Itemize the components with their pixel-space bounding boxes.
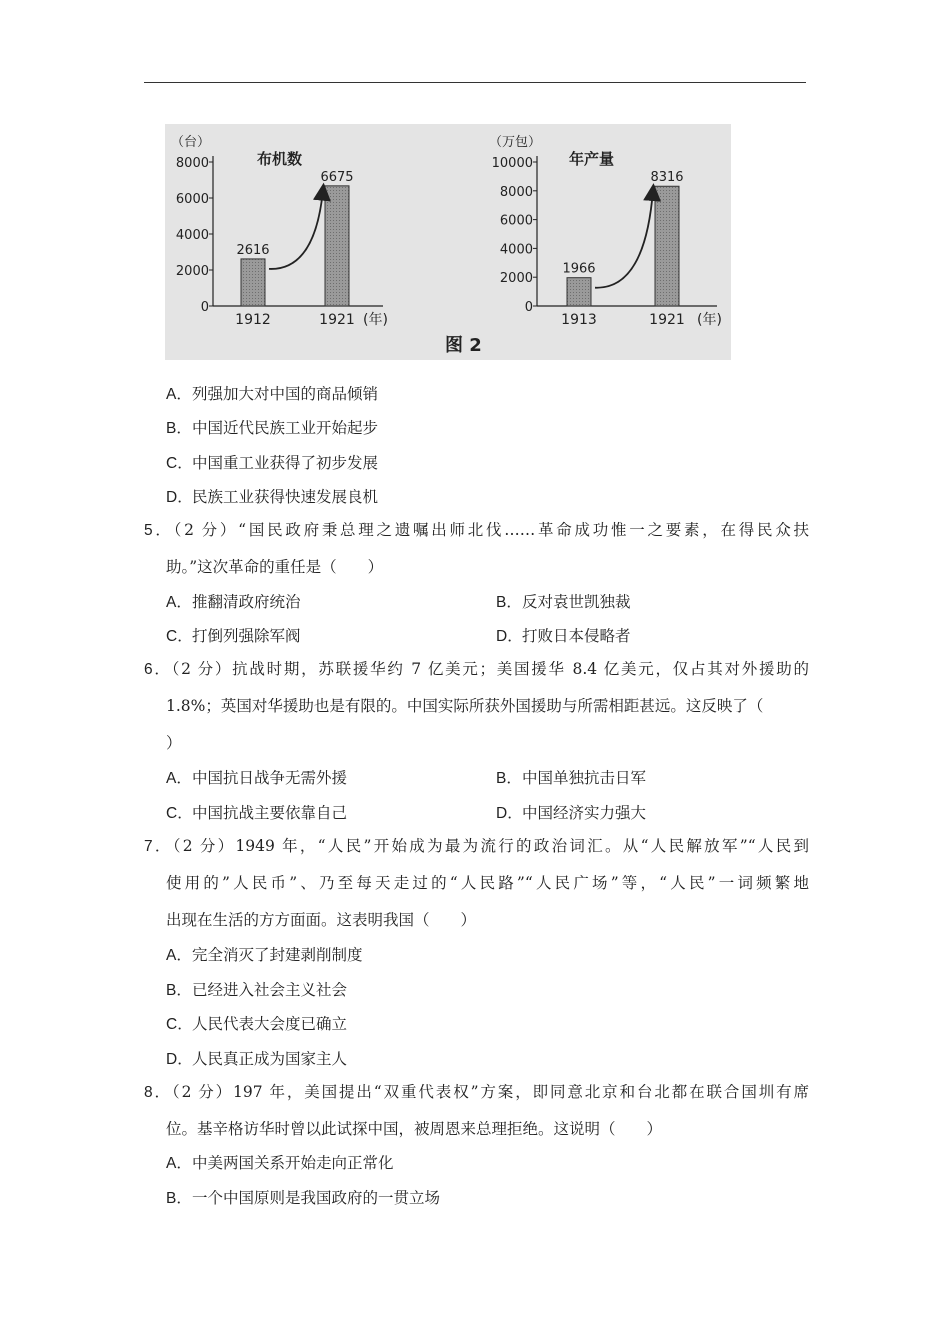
option-text: 中国单独抗击日军	[522, 769, 647, 787]
option-label: B．	[496, 594, 522, 611]
option-text: 中美两国关系开始走向正常化	[192, 1154, 394, 1172]
chart-title: 年产量	[569, 150, 615, 168]
q6-option-b[interactable]	[496, 768, 646, 789]
option-text: 打倒列强除军阀	[192, 627, 301, 645]
option-label: D．	[496, 805, 523, 822]
q6-option-a[interactable]	[166, 768, 347, 789]
bar	[655, 186, 679, 306]
option-text: 中国重工业获得了初步发展	[192, 454, 379, 472]
y-tick-label: 0	[200, 300, 209, 315]
y-tick-label: 8000	[499, 184, 533, 200]
q5-option-b[interactable]	[496, 592, 631, 613]
option-label: B．	[496, 770, 522, 787]
bar-value-label: 1966	[562, 261, 596, 277]
q7-option-b[interactable]	[166, 980, 347, 1001]
option-text: 已经进入社会主义社会	[192, 981, 348, 999]
chart-annual-output	[489, 135, 722, 328]
stem-line-2: 助。”这次革命的重任是（ ）	[166, 558, 384, 576]
trend-arrow	[595, 190, 653, 287]
q6-option-c[interactable]	[166, 803, 347, 824]
stem-line-3: 出现在生活的方方面面。这表明我国（ ）	[166, 911, 477, 929]
question-8-stem	[144, 1074, 809, 1148]
q6-option-d[interactable]	[496, 803, 646, 824]
figure-2-charts	[165, 124, 731, 360]
stem-line-1: （2 分）“国民政府秉总理之遗嘱出师北伐……革命成功惟一之要素，在得民众扶	[173, 521, 810, 539]
question-5-stem	[144, 512, 809, 586]
stem-line-1: （2 分）抗战时期，苏联援华约 7 亿美元；美国援华 8.4 亿美元，仅占其对外援助的	[171, 660, 810, 678]
option-label: C．	[166, 455, 193, 472]
chart-loom-count	[171, 135, 388, 328]
option-label: A．	[166, 947, 192, 964]
y-tick-label: 6000	[499, 213, 533, 229]
option-label: D．	[166, 489, 193, 506]
question-number: 5．	[144, 522, 174, 539]
q5-option-d[interactable]	[496, 626, 631, 647]
q8-option-a[interactable]	[166, 1153, 394, 1174]
bar-value-label: 6675	[320, 169, 354, 185]
chart-unit-label: （万包）	[489, 135, 542, 150]
x-tick-label: 1921	[319, 312, 355, 328]
option-text: 人民代表大会度已确立	[192, 1015, 348, 1033]
y-tick-label: 4000	[175, 228, 209, 243]
q4-option-c[interactable]	[166, 453, 378, 474]
option-label: B．	[166, 1190, 192, 1207]
option-text: 反对袁世凯独裁	[522, 593, 631, 611]
bar	[325, 186, 349, 306]
option-label: A．	[166, 1155, 192, 1172]
option-text: 人民真正成为国家主人	[192, 1050, 348, 1068]
x-tick-label: 1921	[649, 312, 685, 328]
y-tick-label: 0	[524, 300, 533, 315]
bar	[567, 278, 591, 306]
q4-option-a[interactable]	[166, 384, 378, 405]
option-label: A．	[166, 770, 192, 787]
option-text: 中国抗日战争无需外援	[192, 769, 348, 787]
option-text: 中国经济实力强大	[522, 804, 647, 822]
y-tick-label: 4000	[499, 242, 533, 258]
q8-option-b[interactable]	[166, 1188, 440, 1209]
x-tick-label: 1912	[235, 312, 271, 328]
x-tick-label: 1913	[561, 312, 597, 328]
option-label: B．	[166, 982, 192, 999]
option-label: B．	[166, 420, 192, 437]
y-tick-label: 2000	[175, 264, 209, 279]
option-label: D．	[166, 1051, 193, 1068]
q4-option-d[interactable]	[166, 487, 378, 508]
option-text: 中国抗战主要依靠自己	[192, 804, 348, 822]
chart-title: 布机数	[257, 150, 303, 168]
option-text: 中国近代民族工业开始起步	[192, 419, 379, 437]
figure-2	[165, 124, 731, 360]
option-text: 一个中国原则是我国政府的一贯立场	[192, 1189, 441, 1207]
y-tick-label: 6000	[175, 192, 209, 207]
y-tick-label: 8000	[175, 156, 209, 171]
stem-line-1: （2 分）197 年，美国提出“双重代表权”方案，即同意北京和台北都在联合国圳有席	[171, 1083, 810, 1101]
question-number: 6．	[144, 661, 172, 678]
question-number: 8．	[144, 1084, 172, 1101]
option-label: D．	[496, 628, 523, 645]
option-text: 民族工业获得快速发展良机	[192, 488, 379, 506]
stem-line-2: 位。基辛格访华时曾以此试探中国，被周恩来总理拒绝。这说明（ ）	[166, 1120, 663, 1138]
bar-value-label: 2616	[236, 242, 270, 258]
q4-option-b[interactable]	[166, 418, 378, 439]
option-label: C．	[166, 628, 193, 645]
q5-option-a[interactable]	[166, 592, 301, 613]
q7-option-c[interactable]	[166, 1014, 347, 1035]
option-text: 列强加大对中国的商品倾销	[192, 385, 379, 403]
stem-line-2: 1.8%；英国对华援助也是有限的。中国实际所获外国援助与所需相距甚远。这反映了（	[166, 697, 764, 715]
stem-line-1: （2 分）1949 年，“人民”开始成为最为流行的政治词汇。从“人民解放军”“人民到	[172, 837, 809, 855]
header-rule	[144, 82, 806, 83]
figure-caption: 图 2	[445, 335, 482, 356]
stem-line-3: ）	[166, 734, 182, 752]
stem-line-2: 使用的”人民币”、乃至每天走过的“人民路”“人民广场”等，“人民”一词频繁地	[166, 874, 809, 892]
q7-option-d[interactable]	[166, 1049, 347, 1070]
bar	[241, 259, 265, 306]
option-label: A．	[166, 594, 192, 611]
q5-option-c[interactable]	[166, 626, 301, 647]
option-text: 推翻清政府统治	[192, 593, 301, 611]
chart-unit-label: （台）	[171, 135, 211, 150]
option-text: 打败日本侵略者	[522, 627, 631, 645]
y-tick-label: 2000	[499, 271, 533, 287]
option-label: C．	[166, 805, 193, 822]
x-axis-suffix: (年)	[697, 312, 722, 328]
option-text: 完全消灭了封建剥削制度	[192, 946, 363, 964]
option-label: C．	[166, 1016, 193, 1033]
question-6-stem	[144, 651, 809, 762]
x-axis-suffix: (年)	[363, 312, 388, 328]
question-number: 7．	[144, 838, 173, 855]
q7-option-a[interactable]	[166, 945, 363, 966]
question-7-stem	[144, 828, 809, 939]
option-label: A．	[166, 386, 192, 403]
y-tick-label: 10000	[491, 156, 533, 171]
trend-arrow	[269, 190, 323, 269]
bar-value-label: 8316	[650, 170, 684, 186]
